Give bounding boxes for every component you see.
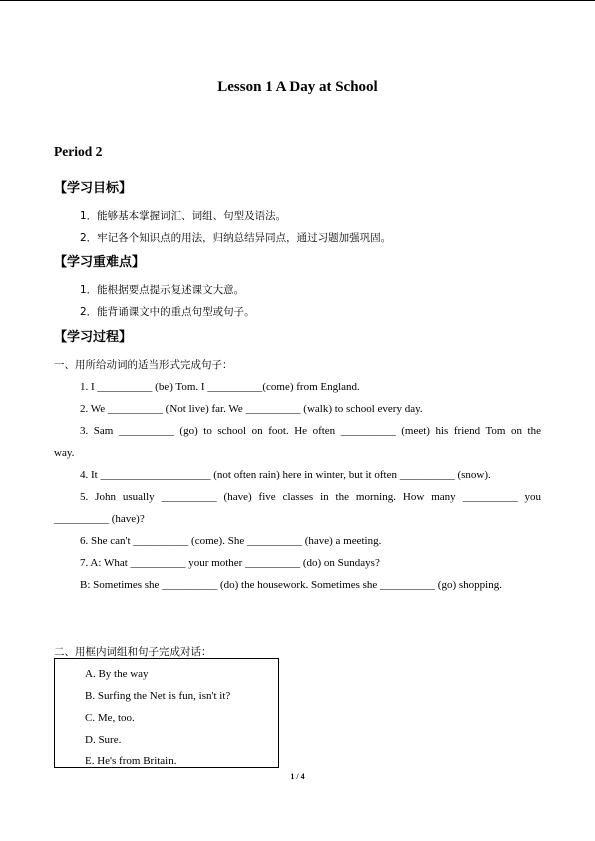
- key-points-heading: 【学习重难点】: [54, 255, 146, 270]
- question-4: 4. It ____________________ (not often rain) here in winter, but it often __________ (snow).: [80, 469, 491, 481]
- key-point-item-1: 1．能根据要点提示复述课文大意。: [80, 284, 245, 296]
- part1-instruction: 一、用所给动词的适当形式完成句子：: [54, 359, 233, 371]
- question-7-line-2: B: Sometimes she __________ (do) the housework. Sometimes she __________ (go) shopping.: [80, 579, 502, 591]
- question-3-line-1: 3. Sam __________ (go) to school on foot. He often __________ (meet) his friend Tom on the: [80, 425, 541, 437]
- option-b: B. Surfing the Net is fun, isn't it?: [85, 690, 231, 702]
- question-1: 1. I __________ (be) Tom. I __________(come) from England.: [80, 381, 360, 393]
- option-a: A. By the way: [85, 668, 149, 680]
- question-5-line-1: 5. John usually __________ (have) five classes in the morning. How many __________ you: [80, 491, 541, 503]
- process-heading: 【学习过程】: [54, 330, 133, 345]
- key-point-item-2: 2．能背诵课文中的重点句型或句子。: [80, 306, 255, 318]
- top-rule: [0, 0, 595, 1]
- goals-heading: 【学习目标】: [54, 181, 133, 196]
- question-7-line-1: 7. A: What __________ your mother __________ (do) on Sundays?: [80, 557, 380, 569]
- goal-item-1: 1．能够基本掌握词汇、词组、句型及语法。: [80, 210, 287, 222]
- option-c: C. Me, too.: [85, 712, 135, 724]
- page-number: 1 / 4: [290, 772, 305, 781]
- goal-item-2: 2．牢记各个知识点的用法，归纳总结异同点，通过习题加强巩固。: [80, 232, 392, 244]
- part2-instruction: 二、用框内词组和句子完成对话：: [54, 646, 212, 658]
- option-e: E. He's from Britain.: [85, 755, 177, 767]
- question-3-line-2: way.: [54, 447, 75, 459]
- question-6: 6. She can't __________ (come). She __________ (have) a meeting.: [80, 535, 382, 547]
- document-title: Lesson 1 A Day at School: [217, 79, 378, 95]
- period-label: Period 2: [54, 144, 103, 159]
- question-2: 2. We __________ (Not live) far. We __________ (walk) to school every day.: [80, 403, 423, 415]
- question-5-line-2: __________ (have)?: [54, 513, 145, 525]
- options-box: [54, 658, 279, 768]
- option-d: D. Sure.: [85, 734, 122, 746]
